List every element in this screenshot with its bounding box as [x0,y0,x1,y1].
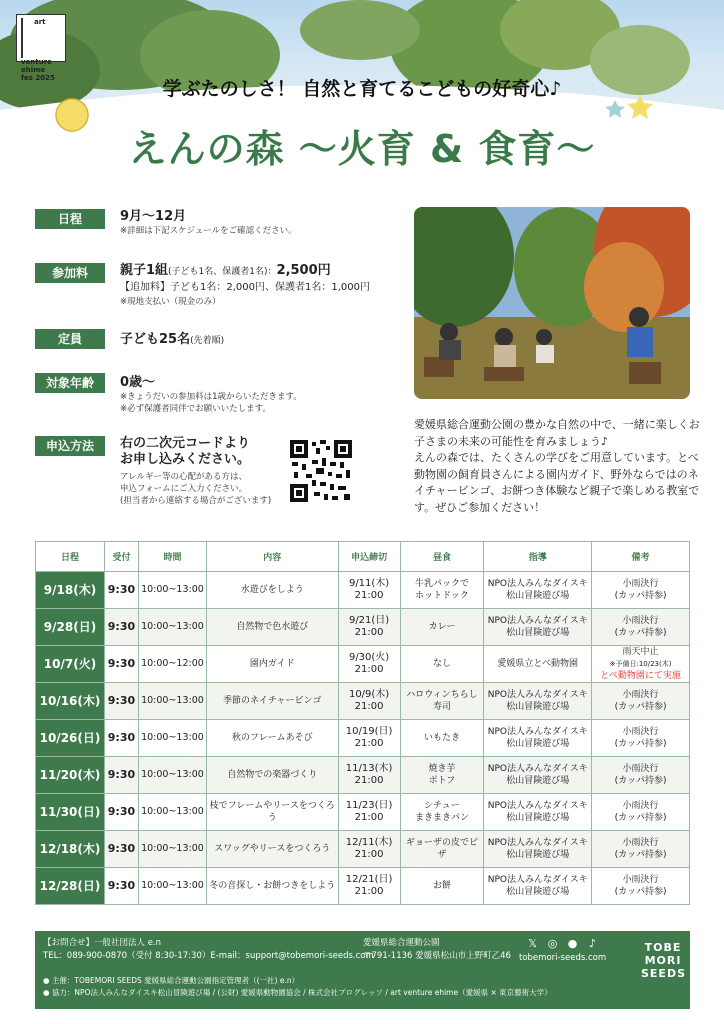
row-deadline: 9/11(木) 21:00 [338,572,400,609]
row-deadline: 10/19(日) 21:00 [338,720,400,757]
row-time: 10:00~13:00 [138,572,206,609]
capacity-info: 子ども25名(先着順) [120,332,225,347]
col-reception: 受付 [104,542,138,572]
table-row [36,609,690,646]
row-deadline: 12/11(木) 21:00 [338,831,400,868]
table-row [36,683,690,720]
row-time: 10:00~13:00 [138,683,206,720]
row-date: 12/18(木) [36,831,105,868]
row-lunch: なし [400,646,484,683]
row-content: 園内ガイド [206,646,338,683]
row-deadline: 12/21(日) 21:00 [338,868,400,905]
row-guide: NPO法人みんなダイスキ 松山冒険遊び場 [484,831,592,868]
venue-name: 愛媛県総合運動公園 [363,938,440,948]
event-description: 愛媛県総合運動公園の豊かな自然の中で、一緒に楽しくお子さまの未来の可能性を育みましょう♪ えんの森では、たくさんの学びをご用意しています。とべ動物園の飼育員さんによる園内ガイド、野外ならではのネイチャービンゴ、お餅つき体験など親子で楽しめる教室です。ぜひご参加ください！ [414,418,700,514]
row-date: 9/28(日) [36,609,105,646]
event-photo [414,207,690,399]
row-time: 10:00~13:00 [138,720,206,757]
tagline: 学ぶたのしさ！ 自然と育てるこどもの好奇心♪ [162,78,562,100]
fee-label: 参加料 [35,263,105,283]
row-content: 冬の音探し・お餅つきをしよう [206,868,338,905]
row-time: 10:00~13:00 [138,609,206,646]
tiktok-icon[interactable]: ♪ [589,937,597,950]
col-guide: 指導 [484,542,592,572]
row-lunch: お餅 [400,868,484,905]
row-deadline: 11/23(日) 21:00 [338,794,400,831]
row-content: 季節のネイチャービンゴ [206,683,338,720]
row-lunch: シチュー まきまきパン [400,794,484,831]
row-lunch: 焼き芋 ポトフ [400,757,484,794]
row-lunch: 牛乳パックで ホットドック [400,572,484,609]
row-date: 10/7(火) [36,646,105,683]
capacity-label: 定員 [35,329,105,349]
col-content: 内容 [206,542,338,572]
coop-credit: ● 協力：NPO法人みんなダイスキ松山冒険遊び場 / (公財) 愛媛県動物園協会 / 株式会社プログレッソ / art venture ehime（愛媛県 × 東京藝術大学） [43,988,552,997]
row-content: 自然物での楽器づくり [206,757,338,794]
instagram-icon[interactable]: ◎ [547,937,558,950]
age-info: 0歳～ ※きょうだいの参加料は1歳からいただきます。 ※必ず保護者同伴でお願いいたします。 [120,375,302,414]
col-notes: 備考 [592,542,690,572]
row-content: 秋のフレームあそび [206,720,338,757]
row-notes: 小雨決行 (カッパ持参) [592,683,690,720]
footer [35,931,690,1009]
row-lunch: ハロウィンちらし寿司 [400,683,484,720]
row-content: 水遊びをしよう [206,572,338,609]
row-deadline: 11/13(木) 21:00 [338,757,400,794]
apply-info: 右の二次元コードより お申し込みください。 アレルギー等の心配がある方は、 申込フォームにご入力ください。 (担当者から連絡する場合がございます) [120,436,272,506]
host-credit: ● 主催：TOBEMORI SEEDS 愛媛県総合運動公園指定管理者（(一社) e.n） [43,976,300,985]
schedule-label: 日程 [35,209,105,229]
row-date: 10/26(日) [36,720,105,757]
row-deadline: 9/30(火) 21:00 [338,646,400,683]
row-notes: 小雨決行 (カッパ持参) [592,757,690,794]
row-guide: NPO法人みんなダイスキ 松山冒険遊び場 [484,609,592,646]
row-notes: 小雨決行 (カッパ持参) [592,868,690,905]
table-row [36,720,690,757]
row-guide: NPO法人みんなダイスキ 松山冒険遊び場 [484,868,592,905]
row-guide: 愛媛県立とべ動物園 [484,646,592,683]
page-title: えんの森 ～火育 & 食育～ [128,127,596,171]
schedule-info: 9月～12月 ※詳細は下記スケジュールをご確認ください。 [120,209,297,236]
table-row [36,868,690,905]
row-deadline: 10/9(木) 21:00 [338,683,400,720]
row-notes: 小雨決行 (カッパ持参) [592,794,690,831]
table-row [36,646,690,683]
row-time: 10:00~13:00 [138,831,206,868]
qr-code[interactable] [288,438,354,504]
row-reception: 9:30 [104,868,138,905]
row-time: 10:00~13:00 [138,794,206,831]
table-row [36,757,690,794]
row-time: 10:00~13:00 [138,757,206,794]
apply-label: 申込方法 [35,436,105,456]
row-date: 12/28(日) [36,868,105,905]
row-content: スワッグやリースをつくろう [206,831,338,868]
tobemori-seeds-logo: TOBE MORI SEEDS [641,941,687,980]
row-reception: 9:30 [104,572,138,609]
x-icon[interactable]: 𝕏 [528,937,537,950]
row-lunch: ギョーザの皮でピザ [400,831,484,868]
row-time: 10:00~13:00 [138,868,206,905]
row-guide: NPO法人みんなダイスキ 松山冒険遊び場 [484,572,592,609]
row-lunch: いもたき [400,720,484,757]
contact-tel[interactable]: TEL：089-900-0870（受付 8:30-17:30）E-mail：support@tobemori-seeds.com [43,951,374,961]
row-date: 11/30(日) [36,794,105,831]
hero-banner [0,0,724,185]
row-guide: NPO法人みんなダイスキ 松山冒険遊び場 [484,794,592,831]
row-reception: 9:30 [104,646,138,683]
row-content: 自然物で色水遊び [206,609,338,646]
table-row [36,831,690,868]
row-guide: NPO法人みんなダイスキ 松山冒険遊び場 [484,720,592,757]
row-notes: 雨天中止 ※予備日:10/23(木) とべ動物園にて実施 [592,646,690,683]
schedule-table [35,541,690,905]
row-content: 枝でフレームやリースをつくろう [206,794,338,831]
row-notes: 小雨決行 (カッパ持参) [592,572,690,609]
col-date: 日程 [36,542,105,572]
line-icon[interactable]: ● [567,937,578,950]
age-label: 対象年齢 [35,373,105,393]
row-notes: 小雨決行 (カッパ持参) [592,609,690,646]
col-time: 時間 [138,542,206,572]
row-reception: 9:30 [104,794,138,831]
row-date: 10/16(木) [36,683,105,720]
contact-heading: 【お問合せ】一般社団法人 e.n [43,938,162,948]
venue-address: 〒791-1136 愛媛県松山市上野町乙46 [363,951,511,961]
col-lunch: 昼食 [400,542,484,572]
table-row [36,794,690,831]
row-notes: 小雨決行 (カッパ持参) [592,720,690,757]
col-deadline: 申込締切 [338,542,400,572]
row-lunch: カレー [400,609,484,646]
table-header-row [36,542,690,572]
row-date: 9/18(木) [36,572,105,609]
row-deadline: 9/21(日) 21:00 [338,609,400,646]
fee-info: 親子1組(子ども1名、保護者1名)：2,500円 【追加料】子ども1名：2,000円、保護者1名：1,000円 ※現地支払い（現金のみ） [120,263,370,307]
row-guide: NPO法人みんなダイスキ 松山冒険遊び場 [484,757,592,794]
website-link[interactable]: tobemori-seeds.com [519,953,607,963]
row-guide: NPO法人みんなダイスキ 松山冒険遊び場 [484,683,592,720]
row-time: 10:00~12:00 [138,646,206,683]
row-reception: 9:30 [104,720,138,757]
row-reception: 9:30 [104,831,138,868]
art-venture-logo: art venture ehime fes 2025 [16,14,66,62]
row-reception: 9:30 [104,757,138,794]
row-reception: 9:30 [104,683,138,720]
table-row [36,572,690,609]
row-reception: 9:30 [104,609,138,646]
row-date: 11/20(木) [36,757,105,794]
row-notes: 小雨決行 (カッパ持参) [592,831,690,868]
